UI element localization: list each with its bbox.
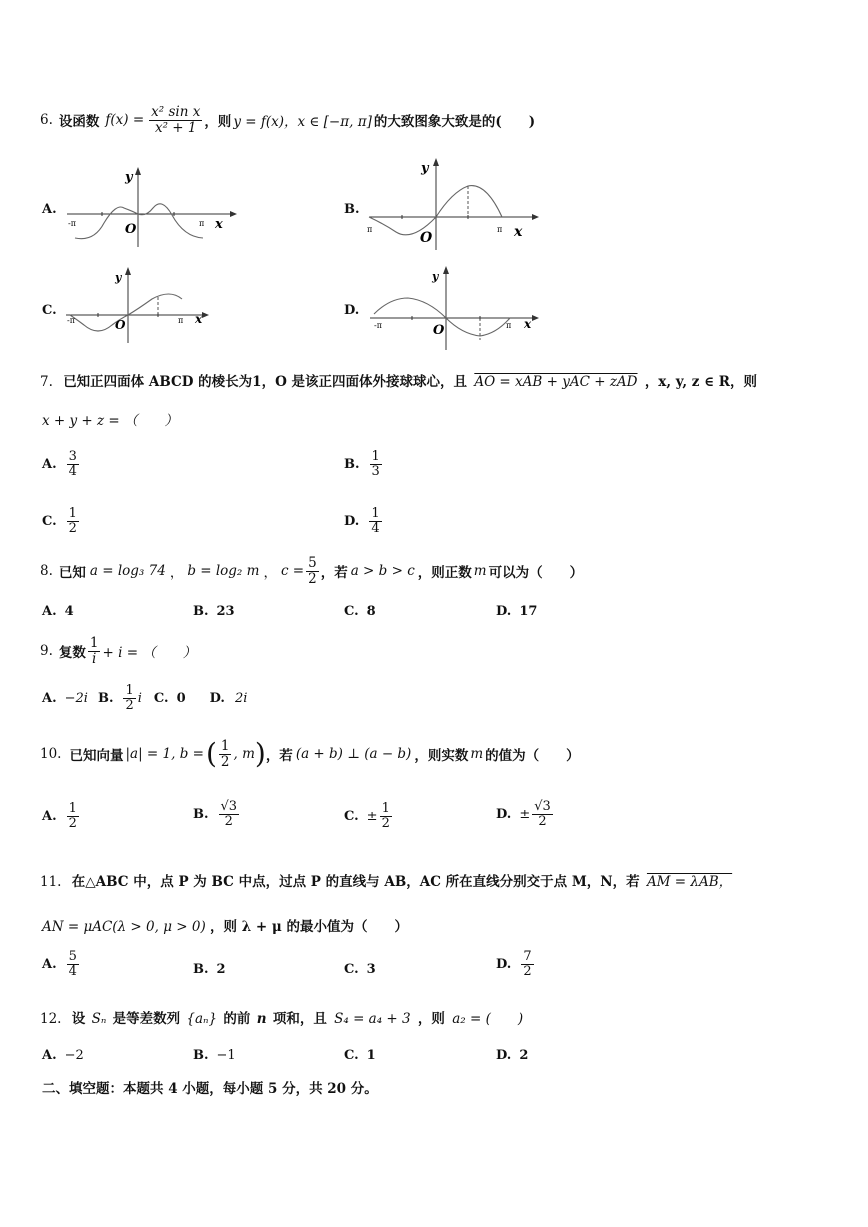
question-text: 设函数 <box>58 114 100 130</box>
separator: ， <box>263 565 277 581</box>
question-6 <box>40 100 535 140</box>
option-prefix: ± <box>366 808 378 824</box>
question-10 <box>40 733 580 775</box>
fraction-denominator: 4 <box>371 520 380 536</box>
option-a[interactable] <box>42 950 81 978</box>
option-b[interactable] <box>193 800 241 828</box>
fraction-numerator: 1 <box>371 449 380 464</box>
fraction-denominator: 2 <box>125 697 134 713</box>
fraction <box>521 950 533 978</box>
fraction-denominator: 2 <box>68 815 77 831</box>
question-number: 8. <box>40 563 53 579</box>
fraction-denominator: 2 <box>381 815 390 831</box>
math-expression: {aₙ} <box>186 1011 218 1027</box>
fraction <box>219 739 232 768</box>
option-b-label[interactable]: B. <box>344 202 360 217</box>
option-c[interactable]: C. 3 <box>344 962 376 977</box>
fraction-numerator: 7 <box>523 949 532 964</box>
option-a-label[interactable]: A. <box>42 202 57 217</box>
option-prefix: ± <box>519 806 531 822</box>
option-value: 3 <box>366 962 376 977</box>
axis-y-label: y <box>432 270 439 283</box>
tick-label-right: π <box>506 321 512 330</box>
question-9-options <box>42 678 247 718</box>
math-expression: S₄ = a₄ + 3 <box>334 1011 411 1027</box>
option-label[interactable]: B. <box>97 690 114 706</box>
origin-label: O <box>115 318 126 332</box>
fraction-denominator: 2 <box>68 520 77 536</box>
vector-equation: AM = λAB， <box>646 874 733 890</box>
question-text: 项和，且 <box>272 1011 327 1027</box>
option-b[interactable]: B. 23 <box>193 604 235 619</box>
axis-y-label: y <box>115 271 122 284</box>
fraction-denominator: 2 <box>523 963 532 979</box>
question-text: 的值为（ ） <box>485 748 580 764</box>
math-expression: (a + b) ⊥ (a − b) <box>295 746 412 762</box>
question-7-line-2: x + y + z = （ ） <box>42 413 179 429</box>
fraction-numerator: √3 <box>220 799 238 814</box>
question-text: ，则 <box>204 114 232 130</box>
fraction <box>149 105 202 134</box>
math-variable: m <box>473 563 487 579</box>
axis-x-label: x <box>514 224 523 240</box>
origin-label: O <box>125 222 137 237</box>
fraction-denominator: 2 <box>220 753 230 770</box>
fraction-denominator: 2 <box>224 813 233 829</box>
math-expression: a₂ = ( ) <box>452 1011 524 1027</box>
math-expression: |a| = 1, b = <box>125 746 204 762</box>
option-label: A. <box>42 956 57 972</box>
vector-equation: AO = xAB + yAC + zAD <box>474 374 638 390</box>
graph-option-c <box>62 265 212 345</box>
fraction-denominator: 2 <box>308 570 317 587</box>
option-label: B. <box>344 456 360 472</box>
question-number: 11. <box>40 874 62 890</box>
fraction-numerator: 1 <box>220 738 230 755</box>
fraction <box>532 800 553 828</box>
question-text: 的大致图象大致是的( ) <box>373 114 536 130</box>
fraction-numerator: 1 <box>125 682 134 698</box>
question-text: 是等差数列 <box>112 1011 181 1027</box>
fraction-denominator: x² + 1 <box>154 119 197 136</box>
math-variable: n <box>256 1011 267 1027</box>
vector-equation: AN = μAC(λ > 0, μ > 0) <box>42 919 206 935</box>
option-label: B. <box>193 806 209 822</box>
tick-label-left: -π <box>374 321 382 330</box>
option-label: C. <box>42 513 57 529</box>
question-text: ，若 <box>265 748 293 764</box>
fraction <box>88 636 101 665</box>
fraction <box>67 507 79 535</box>
fraction <box>219 800 240 828</box>
option-c[interactable] <box>42 507 81 535</box>
option-c[interactable]: C. 8 <box>344 604 376 619</box>
question-9 <box>40 632 196 670</box>
option-d[interactable] <box>496 800 555 828</box>
tick-label-right: π <box>178 316 184 325</box>
fraction-numerator: x² sin x <box>151 104 201 121</box>
question-text: ，若 <box>320 565 348 581</box>
separator: ， <box>169 565 184 581</box>
fraction <box>67 950 79 978</box>
question-12 <box>40 1007 523 1027</box>
tick-label-left: -π <box>67 316 75 325</box>
option-value-suffix: i <box>137 690 142 706</box>
question-text: 已知向量 <box>69 748 124 764</box>
option-value: 4 <box>64 604 74 619</box>
option-value: 0 <box>176 690 186 706</box>
fraction-numerator: √3 <box>534 799 551 814</box>
question-text: 已知正四面体 ABCD 的棱长为1，O 是该正四面体外接球球心，且 <box>63 374 468 390</box>
math-expression: c = <box>280 563 305 579</box>
question-text: 复数 <box>58 645 86 661</box>
fraction-numerator: 1 <box>371 506 380 521</box>
math-expression: Sₙ <box>91 1011 107 1027</box>
option-label: C. <box>344 808 359 824</box>
question-11 <box>40 870 732 890</box>
question-8 <box>40 552 583 590</box>
option-label[interactable]: C. <box>153 690 169 706</box>
question-text: 的前 <box>223 1011 251 1027</box>
option-d[interactable]: D. 17 <box>496 604 538 619</box>
fraction <box>123 684 135 712</box>
option-value: −2 <box>64 1048 84 1063</box>
fraction-denominator: 3 <box>371 463 380 479</box>
option-d[interactable]: D. 2 <box>496 1048 529 1063</box>
graph-option-a <box>62 165 237 250</box>
option-value: 2 <box>216 962 226 977</box>
fraction <box>67 802 79 830</box>
question-number: 9. <box>40 643 53 659</box>
math-expression: + i = （ ） <box>102 645 197 661</box>
fraction-denominator: 2 <box>538 813 547 829</box>
math-expression: a = log₃ 74 <box>89 563 166 579</box>
paren-close: ) <box>254 737 266 770</box>
question-text: ，x, y, z ∈ R，则 <box>644 374 757 390</box>
math-expression: a > b > c <box>350 563 415 579</box>
option-value: 1 <box>366 1048 376 1063</box>
option-value: −1 <box>216 1048 236 1063</box>
math-expression: f(x) = <box>105 112 145 128</box>
fraction <box>306 556 319 585</box>
option-c-label[interactable]: C. <box>42 303 57 318</box>
question-text: ，则实数 <box>414 748 469 764</box>
option-a[interactable]: A. −2 <box>42 1048 84 1063</box>
tick-label-left: -π <box>68 219 76 228</box>
fraction-numerator: 1 <box>89 635 99 652</box>
math-expression: y = f(x)，x ∈ [−π, π] <box>233 114 372 130</box>
option-value: 2i <box>234 690 248 706</box>
fraction <box>369 507 381 535</box>
option-b[interactable]: B. 2 <box>193 962 226 977</box>
question-7 <box>40 370 757 390</box>
math-expression: b = log₂ m <box>187 563 260 579</box>
option-value: 23 <box>216 604 235 619</box>
graph-option-d <box>364 262 542 352</box>
axis-x-label: x <box>524 317 532 331</box>
option-a[interactable]: A. 4 <box>42 604 74 619</box>
fraction-denominator: 4 <box>68 463 77 479</box>
axis-x-label: x <box>215 217 223 232</box>
section-heading: 二、填空题：本题共 4 小题，每小题 5 分，共 20 分。 <box>42 1081 378 1097</box>
fraction-numerator: 5 <box>308 555 317 572</box>
option-d[interactable] <box>344 507 384 535</box>
graph-option-b <box>364 152 539 252</box>
fraction-numerator: 1 <box>68 506 77 521</box>
tick-label-left: π <box>367 225 373 234</box>
option-value: 8 <box>366 604 376 619</box>
option-label: A. <box>42 808 57 824</box>
fraction-numerator: 1 <box>68 801 77 816</box>
question-text: 在△ABC 中，点 P 为 BC 中点，过点 P 的直线与 AB，AC 所在直线分别交于点 M，N，若 <box>71 874 640 890</box>
option-label[interactable]: D. <box>209 690 225 706</box>
question-text: ，则 λ + μ 的最小值为（ ） <box>210 919 408 935</box>
fraction-denominator: 4 <box>68 963 77 979</box>
question-number: 6. <box>40 112 53 128</box>
option-c[interactable] <box>344 802 394 830</box>
question-number: 10. <box>40 746 62 762</box>
question-text: ，则 <box>417 1011 445 1027</box>
option-value: 17 <box>519 604 538 619</box>
question-number: 7. <box>40 374 53 390</box>
fraction-numerator: 1 <box>381 801 390 816</box>
tick-label-right: π <box>199 219 205 228</box>
question-number: 12. <box>40 1011 62 1027</box>
fraction-denominator: i <box>92 650 97 667</box>
axis-x-label: x <box>195 312 203 326</box>
axis-y-label: y <box>125 170 133 185</box>
option-label[interactable]: A. <box>42 690 57 706</box>
option-value: 2 <box>519 1048 529 1063</box>
math-variable: m <box>470 746 484 762</box>
option-label: D. <box>496 806 512 822</box>
fraction-numerator: 3 <box>68 449 77 464</box>
option-c[interactable]: C. 1 <box>344 1048 376 1063</box>
option-d[interactable] <box>496 950 536 978</box>
tick-label-right: π <box>497 225 503 234</box>
origin-label: O <box>433 323 445 338</box>
fraction <box>370 450 382 478</box>
question-11-line-2 <box>42 915 408 935</box>
fraction-numerator: 5 <box>68 949 77 964</box>
question-text: 已知 <box>58 565 86 581</box>
option-a[interactable] <box>42 450 81 478</box>
option-label: D. <box>344 513 360 529</box>
math-expression: , m <box>233 746 255 762</box>
option-label: D. <box>496 956 512 972</box>
option-a[interactable] <box>42 802 81 830</box>
paren-open: ( <box>205 737 217 770</box>
fraction <box>67 450 79 478</box>
axis-y-label: y <box>421 161 429 176</box>
question-text: 设 <box>71 1011 86 1027</box>
question-text: ，则正数 <box>417 565 472 581</box>
option-value: −2i <box>64 690 88 706</box>
origin-label: O <box>420 230 433 246</box>
option-label: A. <box>42 456 57 472</box>
option-b[interactable]: B. −1 <box>193 1048 236 1063</box>
option-d-label[interactable]: D. <box>344 303 360 318</box>
fraction <box>380 802 392 830</box>
option-b[interactable] <box>344 450 384 478</box>
question-text: 可以为（ ） <box>488 565 584 581</box>
